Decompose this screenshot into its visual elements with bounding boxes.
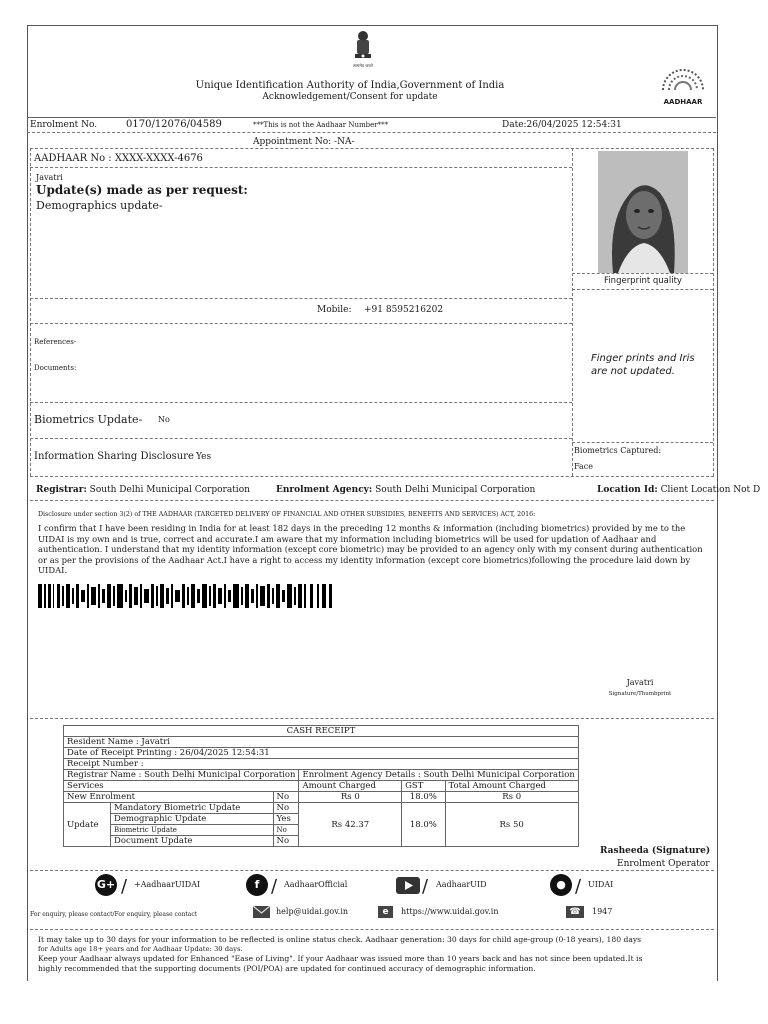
operator-signature-caption: Enrolment Operator xyxy=(617,859,710,869)
resident-signature-caption: Signature/Thumbprint xyxy=(608,691,672,697)
website-link[interactable]: https://www.uidai.gov.in xyxy=(401,907,499,916)
agency-value: South Delhi Municipal Corporation xyxy=(375,485,536,495)
resident-photo xyxy=(598,151,688,273)
updates-heading: Update(s) made as per request: xyxy=(36,183,248,197)
enrolment-agency xyxy=(276,485,535,495)
receipt-resident-name: Resident Name : Javatri xyxy=(64,737,579,748)
emblem-caption: सत्यमेव जयते xyxy=(353,63,373,68)
location-value: Client Location Not D xyxy=(660,485,761,495)
github-icon[interactable]: ● xyxy=(550,874,572,896)
phone-icon: ☎ xyxy=(566,906,584,918)
sharing-disclosure-label: Information Sharing Disclosure xyxy=(34,451,194,462)
location-label: Location Id: xyxy=(597,485,658,495)
demographic-flag: Yes xyxy=(273,814,299,825)
appointment-number: Appointment No: -NA- xyxy=(253,137,355,147)
enrolment-label: Enrolment No. xyxy=(30,120,98,130)
biometric-flag: No xyxy=(273,825,299,836)
header-title: Unique Identification Authority of India,Government of India xyxy=(195,80,505,91)
github-handle[interactable]: UIDAI xyxy=(588,880,614,889)
location-id xyxy=(597,485,768,495)
update-label: Update xyxy=(64,803,111,847)
registrar xyxy=(36,485,250,495)
receipt-registrar: Registrar Name : South Delhi Municipal Corporation xyxy=(64,770,299,781)
aadhaar-logo-text: AADHAAR xyxy=(663,98,703,106)
table-row xyxy=(64,781,579,792)
sharing-disclosure-value: Yes xyxy=(196,452,212,462)
new-enrolment-amount: Rs 0 xyxy=(299,792,402,803)
receipt-number: Receipt Number : xyxy=(64,759,579,770)
mobile-value: +91 8595216202 xyxy=(364,305,444,315)
barcode xyxy=(38,584,333,608)
table-row xyxy=(64,737,579,748)
mandatory-bio-label: Mandatory Biometric Update xyxy=(111,803,274,814)
mobile-label: Mobile: xyxy=(317,305,352,315)
divider xyxy=(27,132,716,133)
resident-signature-name: Javatri xyxy=(626,678,654,687)
footer-notes xyxy=(38,935,714,973)
new-enrolment-total: Rs 0 xyxy=(445,792,578,803)
receipt-date: Date of Receipt Printing : 26/04/2025 12:54:31 xyxy=(64,748,579,759)
aadhaar-number: AADHAAR No : XXXX-XXXX-4676 xyxy=(34,153,203,164)
enrolment-number: 0170/12076/04589 xyxy=(126,119,222,130)
gplus-handle[interactable]: +AadhaarUIDAI xyxy=(134,880,201,889)
divider xyxy=(30,323,572,324)
registrar-value: South Delhi Municipal Corporation xyxy=(89,485,250,495)
fingerprint-note-line2: are not updated. xyxy=(591,366,675,377)
disclosure-line: or as per the provisions of the Aadhaar Act.I have a right to access my identity information (except core biometrics)following the procedure laid down by xyxy=(38,554,691,565)
document-flag: No xyxy=(273,836,299,847)
registrar-label: Registrar: xyxy=(36,485,87,495)
receipt-title: CASH RECEIPT xyxy=(64,726,579,737)
biometrics-update-value: No xyxy=(158,415,170,424)
biometrics-update-label: Biometrics Update- xyxy=(34,413,143,426)
separator: / xyxy=(422,876,429,897)
youtube-handle[interactable]: AadhaarUID xyxy=(436,880,487,889)
enrolment-date: Date:26/04/2025 12:54:31 xyxy=(502,120,622,130)
national-emblem-icon xyxy=(351,30,375,64)
cash-receipt-table xyxy=(63,725,579,847)
table-row xyxy=(64,792,579,803)
divider xyxy=(30,148,714,149)
divider xyxy=(30,167,572,168)
document-label: Document Update xyxy=(111,836,274,847)
aadhaar-logo-icon xyxy=(657,68,709,100)
table-row xyxy=(64,759,579,770)
youtube-icon[interactable] xyxy=(396,877,420,894)
col-gst: GST xyxy=(402,781,445,792)
biometric-label: Biometric Update xyxy=(111,825,274,836)
divider xyxy=(713,148,714,476)
separator: / xyxy=(121,876,128,897)
google-plus-icon[interactable]: G+ xyxy=(95,874,117,896)
new-enrolment-label: New Enrolment xyxy=(64,792,274,803)
header-subtitle: Acknowledgement/Consent for update xyxy=(262,92,438,102)
not-aadhaar-note: ***This is not the Aadhaar Number*** xyxy=(253,121,389,129)
col-total: Total Amount Charged xyxy=(445,781,578,792)
disclosure-line: I confirm that I have been residing in India for at least 182 days in the preceding 12 months & information (including biometrics) provided by me to the xyxy=(38,523,686,533)
help-email[interactable]: help@uidai.gov.in xyxy=(276,907,349,916)
divider xyxy=(30,402,572,403)
table-row xyxy=(64,748,579,759)
col-services: Services xyxy=(64,781,299,792)
divider xyxy=(30,476,714,477)
demographic-label: Demographic Update xyxy=(111,814,274,825)
separator: / xyxy=(575,876,582,897)
divider xyxy=(30,500,714,501)
update-total: Rs 50 xyxy=(445,803,578,847)
divider xyxy=(30,438,572,439)
divider xyxy=(30,148,31,476)
facebook-handle[interactable]: AadhaarOfficial xyxy=(284,880,348,889)
footer-line: highly recommended that the supporting documents (POI/POA) are updated for continued accuracy of demographic information. xyxy=(38,963,536,973)
fingerprint-quality-label: Fingerprint quality xyxy=(604,276,682,286)
divider xyxy=(572,148,573,476)
enquiry-text: For enquiry, please contact/For enquiry, please contact xyxy=(30,911,198,918)
disclosure-text xyxy=(38,523,714,576)
divider xyxy=(30,929,714,930)
update-gst: 18.0% xyxy=(402,803,445,847)
divider xyxy=(30,298,572,299)
table-row xyxy=(64,770,579,781)
new-enrolment-gst: 18.0% xyxy=(402,792,445,803)
divider xyxy=(30,870,714,871)
disclosure-line: UIDAI is my own and is true, correct and accurate.I am aware that my information including biometrics will be used for updation of Aadhaar and xyxy=(38,533,657,544)
separator: / xyxy=(271,876,278,897)
biometrics-captured-value: Face xyxy=(574,462,593,471)
footer-line: It may take up to 30 days for your information to be reflected is online status check. Aadhaar generation: 30 days for child age-group (0-18 years), 180 days xyxy=(38,935,642,944)
receipt-agency: Enrolment Agency Details : South Delhi Municipal Corporation xyxy=(299,770,578,781)
table-row xyxy=(64,726,579,737)
agency-label: Enrolment Agency: xyxy=(276,485,373,495)
mandatory-bio-flag: No xyxy=(273,803,299,814)
divider xyxy=(27,117,716,118)
divider xyxy=(572,273,713,274)
updates-detail: Demographics update- xyxy=(36,199,163,212)
references-label: References- xyxy=(34,338,77,346)
resident-name: Javatri xyxy=(36,173,63,182)
divider xyxy=(572,442,713,443)
update-amount: Rs 42.37 xyxy=(299,803,402,847)
footer-line: for Adults age 18+ years and for Aadhaar Update: 30 days. xyxy=(38,944,243,953)
disclosure-heading: Disclosure under section 3(2) of THE AADHAAR (TARGETED DELIVERY OF FINANCIAL AND OTHER SUBSIDIES, BENEFITS AND SERVICES) ACT, 2016: xyxy=(38,511,536,518)
operator-signature-name: Rasheeda (Signature) xyxy=(600,846,711,856)
disclosure-line: UIDAI. xyxy=(38,565,68,575)
facebook-icon[interactable]: f xyxy=(246,874,268,896)
web-icon: e xyxy=(378,906,393,918)
mail-icon xyxy=(253,906,270,918)
divider xyxy=(572,289,713,290)
fingerprint-note-line1: Finger prints and Iris xyxy=(591,353,695,364)
col-amount: Amount Charged xyxy=(299,781,402,792)
footer-line: Keep your Aadhaar always updated for Enhanced "Ease of Living". If your Aadhaar was issued more than 10 years back and has not since been updated.It is xyxy=(38,954,643,963)
table-row xyxy=(64,803,579,814)
helpline-number[interactable]: 1947 xyxy=(592,907,613,916)
new-enrolment-flag: No xyxy=(273,792,299,803)
divider xyxy=(30,718,714,719)
disclosure-line: authentication. I understand that my identity information (except core biometric) may be provided to an agency only with my consent during authentication xyxy=(38,544,703,554)
biometrics-captured-label: Biometrics Captured: xyxy=(574,446,662,455)
documents-label: Documents: xyxy=(34,364,77,372)
